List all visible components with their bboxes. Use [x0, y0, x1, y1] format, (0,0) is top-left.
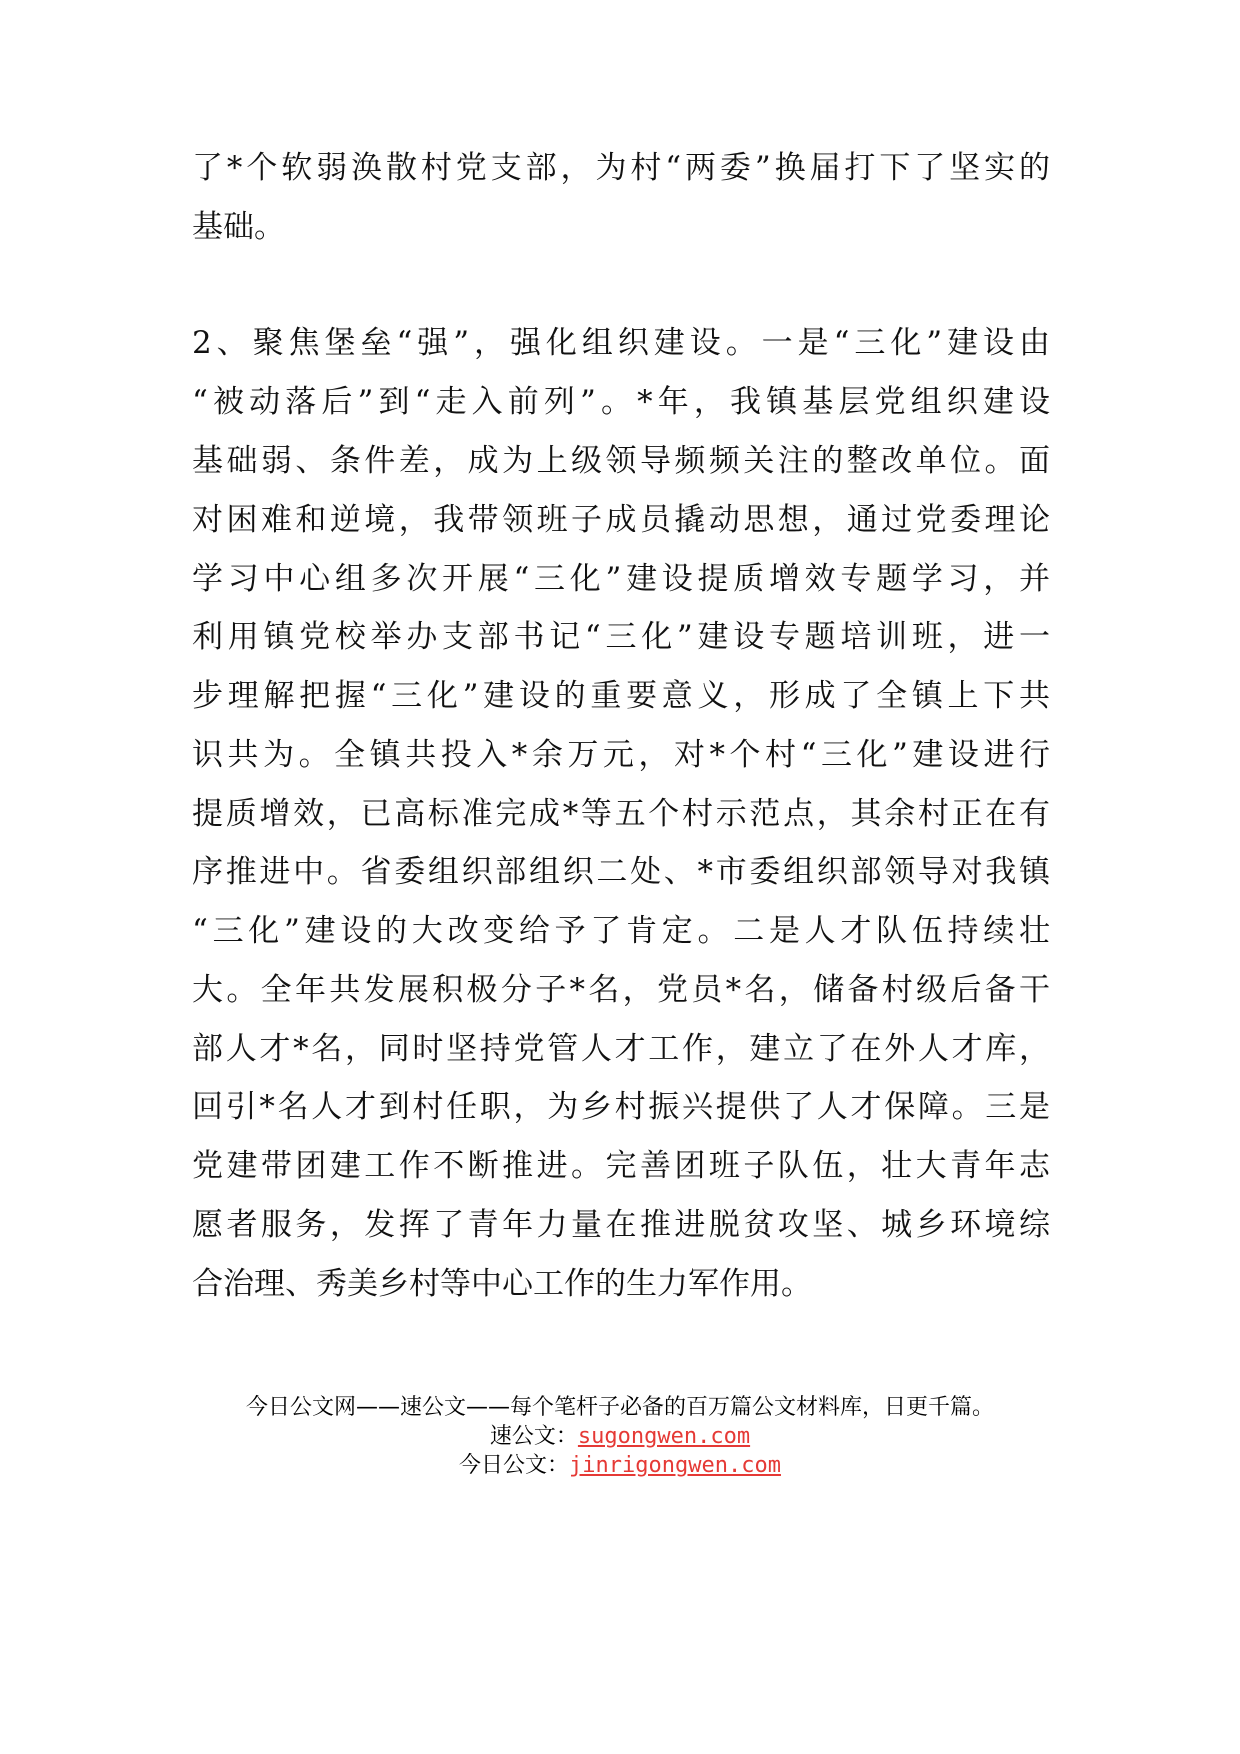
paragraph-2-line-3: 基础弱、条件差，成为上级领导频频关注的整改单位。面: [192, 443, 1050, 479]
sugongwen-link[interactable]: sugongwen.com: [577, 1424, 751, 1449]
paragraph-2-line-8: 识共为。全镇共投入*余万元，对*个村“三化”建设进行: [192, 737, 1050, 773]
paragraph-2-line-9: 提质增效，已高标准完成*等五个村示范点，其余村正在有: [192, 796, 1050, 832]
jinrigongwen-link[interactable]: jinrigongwen.com: [569, 1453, 781, 1478]
footer-tagline: 今日公文网——速公文——每个笔杆子必备的百万篇公文材料库，日更千篇。: [245, 1395, 994, 1420]
paragraph-2-line-17: 合治理、秀美乡村等中心工作的生力军作用。: [192, 1266, 812, 1302]
paragraph-2-line-15: 党建带团建工作不断推进。完善团班子队伍，壮大青年志: [192, 1148, 1050, 1184]
paragraph-2-line-4: 对困难和逆境，我带领班子成员撬动思想，通过党委理论: [192, 502, 1050, 538]
paragraph-2-line-11: “三化”建设的大改变给予了肯定。二是人才队伍持续壮: [192, 913, 1050, 949]
paragraph-1-line-1: 了*个软弱涣散村党支部，为村“两委”换届打下了坚实的: [192, 150, 1050, 186]
paragraph-2-line-10: 序推进中。省委组织部组织二处、*市委组织部领导对我镇: [192, 854, 1050, 890]
footer-sugongwen: [0, 1422, 1240, 1452]
paragraph-2-line-7: 步理解把握“三化”建设的重要意义，形成了全镇上下共: [192, 678, 1050, 714]
paragraph-2-line-2: “被动落后”到“走入前列”。*年，我镇基层党组织建设: [192, 384, 1050, 420]
paragraph-2-line-12: 大。全年共发展积极分子*名，党员*名，储备村级后备干: [192, 972, 1050, 1008]
paragraph-2-line-13: 部人才*名，同时坚持党管人才工作，建立了在外人才库，: [192, 1031, 1050, 1067]
footer-sugongwen-label: 速公文：: [489, 1424, 578, 1449]
paragraph-2-line-6: 利用镇党校举办支部书记“三化”建设专题培训班，进一: [192, 619, 1050, 655]
paragraph-1-line-2: 基础。: [192, 209, 285, 245]
paragraph-2-line-14: 回引*名人才到村任职，为乡村振兴提供了人才保障。三是: [192, 1089, 1050, 1125]
paragraph-2-line-1: 2、聚焦堡垒“强”，强化组织建设。一是“三化”建设由: [192, 325, 1050, 361]
paragraph-2-line-5: 学习中心组多次开展“三化”建设提质增效专题学习，并: [192, 561, 1050, 597]
paragraph-2-line-16: 愿者服务，发挥了青年力量在推进脱贫攻坚、城乡环境综: [192, 1207, 1050, 1243]
footer-jinrigongwen: [0, 1451, 1240, 1481]
footer-jinri-label: 今日公文：: [459, 1453, 570, 1478]
